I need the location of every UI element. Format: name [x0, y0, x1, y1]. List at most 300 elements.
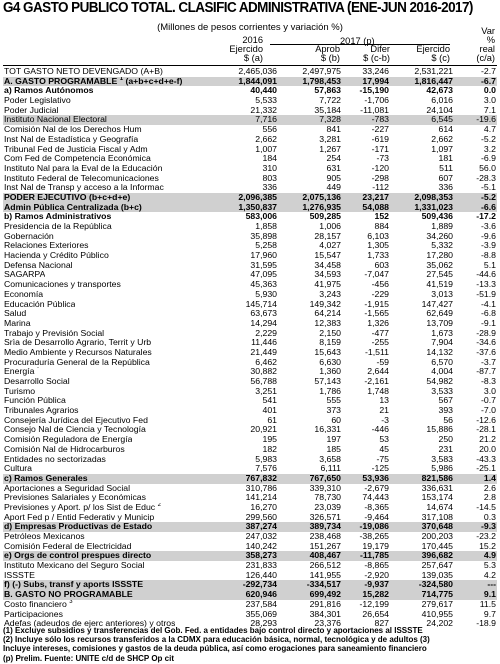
value-difer: -15,190: [359, 85, 389, 96]
row-label-text: A. GASTO PROGRAMABLE: [4, 76, 118, 86]
value-var: -4.1: [481, 298, 496, 309]
value-var: -18.9: [476, 618, 496, 629]
value-2016: 14,294: [250, 317, 277, 328]
value-2016: 35,898: [250, 230, 277, 241]
value-difer: 152: [374, 211, 389, 222]
value-aprob: 34,458: [314, 259, 341, 270]
value-aprob: 326,571: [309, 511, 341, 522]
value-aprob: 185: [326, 443, 341, 454]
value-2016: 61: [267, 414, 277, 425]
value-difer: 15,282: [362, 589, 389, 600]
value-var: -8.8: [481, 250, 496, 261]
row-label-text: f) (-) Subs, transf y aports ISSSTE: [4, 580, 144, 590]
row-label-text: Comisión Nal de los Derechos Hum: [4, 125, 142, 135]
row-label-text: Instituto Federal de Telecomunicaciones: [4, 173, 159, 183]
value-difer: 21: [379, 405, 389, 416]
row-label-text: Com Fed de Competencia Económica: [4, 154, 151, 164]
value-var: 4.7: [483, 124, 496, 135]
value-difer: -9,464: [364, 511, 389, 522]
row-label: [4, 145, 148, 155]
value-aprob: 151,267: [309, 540, 341, 551]
value-var: -28.3: [476, 172, 496, 183]
value-difer: -1,511: [365, 346, 389, 357]
row-label: [4, 435, 132, 445]
row-label-text: Energía: [4, 367, 35, 377]
table-row: [3, 212, 497, 222]
value-var: -3.9: [481, 240, 496, 251]
value-ejercido: 1,097: [431, 143, 453, 154]
value-aprob: 339,310: [309, 482, 341, 493]
value-2016: 1,844,091: [238, 75, 277, 86]
row-label-text: Marina: [4, 318, 31, 328]
row-label: [4, 329, 104, 339]
value-difer: -477: [371, 327, 389, 338]
value-aprob: 3,243: [319, 288, 341, 299]
value-difer: -38,265: [359, 531, 389, 541]
value-aprob: 4,027: [319, 240, 341, 251]
value-2016: 3,251: [255, 385, 277, 396]
value-var: 0.0: [483, 85, 496, 96]
row-label-text: ISSSTE: [4, 570, 35, 580]
value-difer: -2,920: [364, 569, 389, 580]
footnotes: [3, 626, 499, 663]
row-label: [4, 270, 45, 280]
value-difer: -2,679: [364, 482, 389, 493]
value-difer: 17,994: [362, 75, 389, 86]
value-aprob: 197: [326, 434, 341, 445]
value-2016: 195: [262, 434, 277, 445]
row-label-text: Aportaciones a Seguridad Social: [4, 483, 131, 493]
value-aprob: 15,643: [314, 346, 341, 357]
value-ejercido: 1,673: [431, 327, 453, 338]
value-aprob: 238,468: [309, 531, 341, 541]
value-difer: -783: [371, 114, 389, 125]
value-ejercido: 2,098,353: [414, 191, 453, 202]
value-var: -23.2: [476, 531, 496, 541]
value-ejercido: 396,682: [421, 550, 453, 561]
value-var: -12.6: [476, 414, 496, 425]
value-ejercido: 14,674: [426, 501, 453, 512]
value-aprob: 905: [326, 172, 341, 183]
value-ejercido: 1,331,023: [414, 201, 453, 212]
value-2016: 583,006: [245, 211, 277, 222]
header-difer: Difer $ (c-b): [363, 44, 390, 63]
table-row: [3, 387, 497, 397]
value-ejercido: 250: [438, 434, 453, 445]
value-2016: 20,921: [250, 424, 277, 435]
value-difer: -112: [372, 182, 389, 193]
value-2016: 1,858: [255, 221, 277, 231]
value-ejercido: 257,647: [421, 560, 453, 571]
row-label: [4, 125, 142, 135]
row-label: [4, 610, 63, 620]
row-label-text: TOT GASTO NETO DEVENGADO (A+B): [4, 67, 163, 76]
row-label: [4, 135, 138, 145]
value-2016: 620,946: [245, 589, 277, 600]
value-2016: 803: [262, 172, 277, 183]
row-label: [4, 358, 150, 368]
value-2016: 310: [262, 162, 277, 173]
row-label: [4, 106, 59, 116]
table-row: [3, 154, 497, 164]
value-2016: 6,462: [255, 356, 277, 367]
value-ejercido: 317,108: [421, 511, 453, 522]
value-aprob: 8,159: [319, 337, 341, 348]
value-difer: -11,785: [360, 550, 389, 561]
row-label-text: Presidencia de la República: [4, 222, 112, 231]
table-row: [3, 125, 497, 135]
value-ejercido: 714,775: [421, 589, 453, 600]
row-label: [4, 164, 162, 174]
value-2016: 299,560: [245, 511, 277, 522]
value-ejercido: 393: [438, 405, 453, 416]
table-row: [3, 455, 497, 465]
row-label: [4, 377, 70, 387]
value-var: 4.9: [483, 550, 496, 561]
row-label: [4, 86, 93, 96]
value-aprob: 1,006: [319, 221, 341, 231]
value-ejercido: 4,004: [431, 366, 453, 377]
value-difer: -120: [371, 162, 389, 173]
value-2016: 556: [262, 124, 277, 135]
value-aprob: 60: [331, 414, 341, 425]
value-aprob: 373: [326, 405, 341, 416]
row-label-text: Previsiones Salariales y Económicas: [4, 493, 146, 503]
value-aprob: 408,467: [309, 550, 341, 561]
value-ejercido: 6,016: [431, 95, 453, 106]
value-difer: 26,654: [362, 608, 389, 619]
row-label: [4, 387, 35, 397]
value-aprob: 389,734: [309, 521, 341, 532]
value-var: 15.2: [479, 540, 496, 551]
row-label: [4, 154, 151, 164]
value-difer: 19,179: [362, 540, 389, 551]
value-2016: 40,440: [250, 85, 277, 96]
value-2016: 2,096,385: [238, 191, 277, 202]
row-label: [4, 474, 88, 484]
value-ejercido: 153,174: [421, 492, 453, 503]
value-aprob: 15,547: [314, 250, 341, 261]
table-row: [3, 280, 497, 290]
value-2016: 5,930: [255, 288, 277, 299]
value-ejercido: 147,427: [421, 298, 453, 309]
value-ejercido: 370,648: [421, 521, 453, 532]
row-label-text: Adefas (adeudos de ejerc anteriores) y otros: [4, 619, 176, 629]
value-difer: -171: [371, 143, 389, 154]
table-row: [3, 377, 497, 387]
value-var: 2.6: [483, 482, 496, 493]
value-aprob: -334,517: [306, 579, 341, 590]
row-label: [4, 551, 151, 561]
value-2016: 56,788: [250, 376, 277, 386]
table-row: [3, 115, 497, 125]
value-ejercido: 2,662: [431, 133, 453, 144]
value-difer: -456: [371, 279, 389, 290]
value-difer: -2,161: [364, 376, 389, 386]
value-difer: -255: [371, 337, 389, 348]
value-difer: -1,915: [364, 298, 389, 309]
row-label-text: Tribunales Agrarios: [4, 406, 79, 416]
row-label: [4, 261, 73, 271]
value-var: 5.1: [483, 259, 496, 270]
value-aprob: 12,383: [314, 317, 341, 328]
value-var: 1.4: [483, 472, 496, 483]
value-difer: 603: [374, 259, 389, 270]
value-2016: 358,273: [245, 550, 277, 561]
value-ejercido: 509,436: [421, 211, 453, 222]
value-var: -14.5: [476, 501, 496, 512]
value-ejercido: 41,519: [426, 279, 453, 290]
value-difer: 884: [374, 221, 389, 231]
value-difer: -125: [371, 463, 389, 474]
value-var: -9.3: [481, 521, 496, 532]
value-2016: 2,662: [255, 133, 277, 144]
value-ejercido: 614: [438, 124, 453, 135]
footnote-marker: 1: [119, 76, 124, 82]
value-2016: 2,229: [255, 327, 277, 338]
value-var: -44.6: [476, 269, 496, 280]
value-difer: 45: [379, 443, 389, 454]
row-label-text: Economía: [4, 289, 44, 299]
footnote-source: (p) Prelim. Fuente: UNITE c/d de SHCP Op cit: [3, 653, 174, 663]
value-ejercido: 200,203: [421, 531, 453, 541]
value-difer: 13: [379, 395, 389, 406]
value-difer: -19,086: [359, 521, 389, 532]
value-difer: 6,103: [367, 230, 389, 241]
table-row: [3, 164, 497, 174]
value-var: -5.2: [481, 191, 496, 202]
row-label: [4, 183, 164, 193]
value-2016: 30,882: [250, 366, 277, 377]
value-var: -8.3: [481, 376, 496, 386]
value-aprob: 78,730: [314, 492, 341, 503]
value-difer: 23,217: [362, 191, 389, 202]
value-var: -28.1: [476, 424, 496, 435]
value-ejercido: 170,445: [421, 540, 453, 551]
value-var: 20.0: [479, 443, 496, 454]
row-label-text: Consejería Jurídica del Ejecutivo Fed: [4, 415, 148, 425]
value-ejercido: 181: [438, 153, 453, 164]
value-2016: 63,673: [250, 308, 277, 319]
row-label: [4, 522, 152, 532]
row-label: [4, 290, 43, 300]
header-2017: 2017 (p): [340, 36, 375, 46]
value-var: -37.6: [476, 346, 496, 357]
value-difer: -9,937: [364, 579, 389, 590]
value-2016: 387,274: [245, 521, 277, 532]
value-var: 4.2: [483, 569, 496, 580]
table-row: [3, 435, 497, 445]
value-ejercido: 6,570: [431, 356, 453, 367]
value-difer: -229: [371, 288, 389, 299]
row-label-text: Srìa de Desarrollo Agrario, Territ y Urb: [4, 338, 152, 348]
row-label-text: Admin Pública Centralizada (b+c): [4, 202, 142, 212]
value-aprob: 64,214: [314, 308, 341, 319]
table-row: [3, 145, 497, 155]
row-label: [4, 348, 152, 358]
row-label-text: Hacienda y Crédito Público: [4, 251, 109, 261]
value-difer: -59: [376, 356, 389, 367]
row-label-text: SAGARPA: [4, 270, 46, 280]
row-label-text: Desarrollo Social: [4, 377, 70, 386]
value-ejercido: 139,035: [421, 569, 453, 580]
row-label-text: Comisión Nal de Hidrocarburos: [4, 444, 125, 454]
report-title: G4 GASTO PUBLICO TOTAL. CLASIFIC ADMINISTRATIVA (ENE-JUN 2016-2017): [3, 0, 473, 16]
value-difer: -298: [371, 172, 389, 183]
row-label-text: B. GASTO NO PROGRAMABLE: [4, 590, 133, 600]
value-difer: 54,088: [362, 201, 389, 212]
value-aprob: 2,150: [319, 327, 341, 338]
row-label-text: d) Empresas Productivas de Estado: [4, 522, 153, 532]
row-label-text: Entidades no sectorizadas: [4, 454, 106, 464]
row-label: [4, 416, 148, 426]
value-var: -6.9: [481, 153, 496, 164]
value-var: -2.7: [481, 66, 496, 76]
table-row: [3, 106, 497, 116]
value-ejercido: 279,617: [421, 598, 453, 609]
row-label: [4, 590, 133, 600]
value-ejercido: 607: [438, 172, 453, 183]
table-row: [3, 174, 497, 184]
table-row: [3, 232, 497, 242]
value-var: -28.9: [476, 327, 496, 338]
value-aprob: 141,955: [309, 569, 341, 580]
value-aprob: 699,492: [309, 589, 341, 600]
value-2016: 355,069: [245, 608, 277, 619]
row-label: [4, 212, 111, 222]
table-row: [3, 406, 497, 416]
row-label-text: Costo financiero: [4, 599, 67, 609]
row-label: [4, 464, 32, 474]
value-ejercido: 34,260: [426, 230, 453, 241]
value-aprob: 57,143: [314, 376, 341, 386]
value-aprob: 266,512: [309, 560, 341, 571]
value-difer: 1,326: [367, 317, 389, 328]
value-var: -51.9: [476, 288, 496, 299]
value-var: -25.1: [476, 463, 496, 474]
value-2016: 21,449: [250, 346, 277, 357]
value-2016: 28,293: [250, 618, 277, 629]
header-2016: 2016 Ejercido $ (a): [229, 35, 263, 63]
row-label-text: Poder Legislativo: [4, 96, 71, 106]
table-row: [3, 348, 497, 358]
value-difer: -1,565: [364, 308, 389, 319]
value-2016: 401: [262, 405, 277, 416]
value-aprob: 3,281: [319, 133, 341, 144]
value-ejercido: 7,904: [431, 337, 453, 348]
value-ejercido: 24,202: [426, 618, 453, 629]
value-var: -5.2: [481, 133, 496, 144]
value-2016: 141,214: [245, 492, 277, 503]
value-2016: 5,258: [255, 240, 277, 251]
row-label: [4, 532, 85, 542]
value-2016: -292,734: [242, 579, 277, 590]
value-aprob: 1,267: [319, 143, 341, 154]
value-var: -5.1: [481, 182, 496, 193]
row-label: [4, 580, 143, 590]
row-label: [4, 319, 31, 329]
value-aprob: 449: [326, 182, 341, 193]
value-ejercido: 1,889: [431, 221, 453, 231]
row-label: [4, 445, 125, 455]
value-aprob: 28,157: [314, 230, 341, 241]
value-var: -3.6: [481, 221, 496, 231]
value-ejercido: 24,104: [426, 104, 453, 115]
value-ejercido: 15,886: [426, 424, 453, 435]
value-var: -7.0: [481, 405, 496, 416]
value-var: -13.3: [476, 279, 496, 290]
table-row: [3, 319, 497, 329]
value-aprob: 509,285: [309, 211, 341, 222]
value-aprob: 34,593: [314, 269, 341, 280]
table-row: [3, 445, 497, 455]
value-aprob: 23,376: [314, 618, 341, 629]
row-label-text: Comisión Reguladora de Energía: [4, 435, 133, 445]
row-label-text: Cultura: [4, 464, 33, 474]
value-difer: -11,081: [360, 104, 389, 115]
value-var: ---: [487, 579, 496, 590]
value-ejercido: 3,533: [431, 385, 453, 396]
value-aprob: 7,328: [319, 114, 341, 125]
row-label: [4, 309, 26, 319]
value-difer: -8,865: [364, 560, 389, 571]
data-table: [3, 67, 497, 629]
value-difer: -73: [376, 153, 389, 164]
value-aprob: 6,111: [320, 463, 341, 474]
row-label: [4, 561, 145, 571]
value-2016: 7,716: [255, 114, 277, 125]
value-2016: 47,095: [250, 269, 277, 280]
footnote-marker: *: [36, 367, 40, 373]
value-difer: 1,305: [367, 240, 389, 251]
row-label: [4, 222, 112, 232]
row-label: [4, 203, 142, 213]
value-ejercido: 54,982: [426, 376, 453, 386]
value-var: 9.1: [483, 589, 496, 600]
table-row: [3, 425, 497, 435]
table-row: [3, 396, 497, 406]
row-label-text: Aport Fed p / Entid Federativ y Municip: [4, 512, 155, 522]
row-label-text: Procuraduría General de la República: [4, 357, 150, 367]
value-var: 21.2: [479, 434, 496, 445]
row-label-text: Inst Nal de Estadística y Geografía: [4, 134, 139, 144]
row-label-text: Instituto Nacional Electoral: [4, 115, 107, 125]
row-label-text: Petróleos Mexicanos: [4, 532, 85, 541]
value-ejercido: 410,955: [421, 608, 453, 619]
value-var: -43.3: [476, 453, 496, 464]
footnote-3: Incluye intereses, comisiones y gastos de la deuda pública, así como erogaciones para saneamiento financiero: [3, 644, 427, 654]
header-var: Var % real (c/a): [476, 26, 495, 63]
value-var: -9.6: [481, 230, 496, 241]
footnote-1: (1) Excluye subsidios y transferencias del Gob. Fed. a entidades bajo control directo y aportaciones al ISSSTE: [3, 626, 423, 635]
row-label-text: e) Orgs de control prespues directo: [4, 551, 152, 561]
value-aprob: 631: [326, 162, 341, 173]
value-difer: 2,644: [367, 366, 389, 377]
value-aprob: 291,816: [309, 598, 341, 609]
value-aprob: 767,650: [309, 472, 341, 483]
value-2016: 45,363: [250, 279, 277, 290]
header-rule-2017: [270, 44, 450, 45]
value-2016: 336: [262, 182, 277, 193]
row-label-text: Defensa Nacional: [4, 260, 73, 270]
value-aprob: 7,722: [319, 95, 341, 106]
value-2016: 182: [262, 443, 277, 454]
row-label-formula: (a+b+c+d+e-f): [125, 76, 183, 86]
value-var: 3.2: [483, 143, 496, 154]
value-ejercido: 17,280: [426, 250, 453, 261]
row-label-text: a) Ramos Autónomos: [4, 86, 94, 96]
table-row: [3, 135, 497, 145]
